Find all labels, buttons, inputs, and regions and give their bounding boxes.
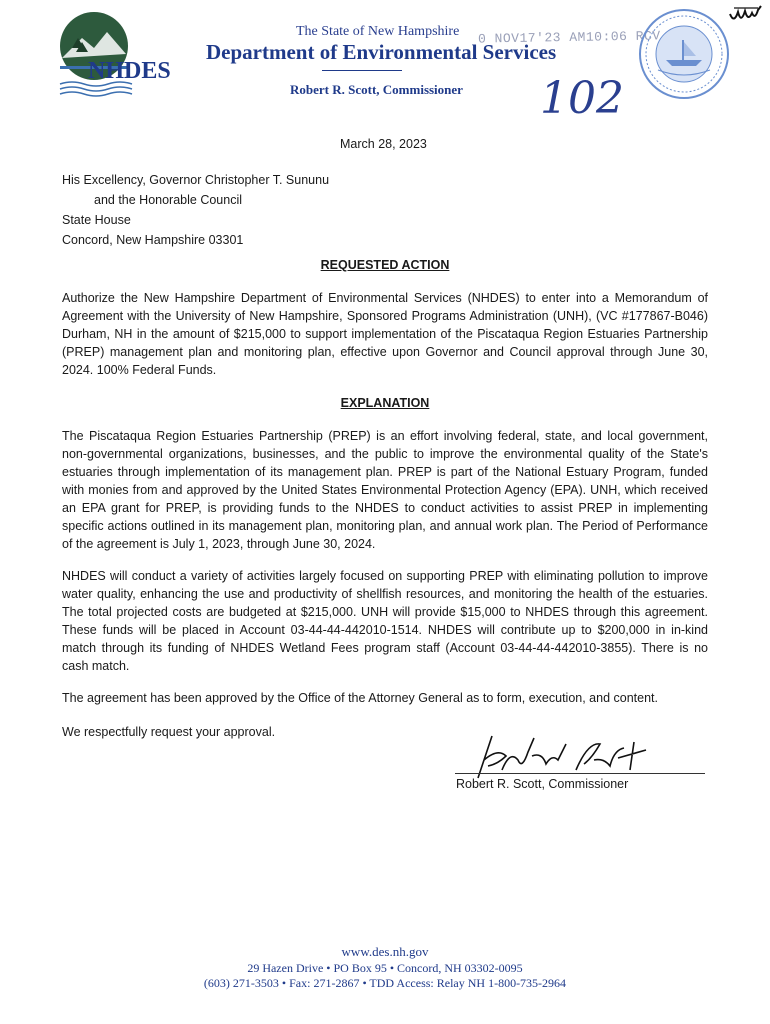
explanation-heading: EXPLANATION	[340, 396, 430, 410]
received-stamp: 0 NOV17'23 AM10:06 RCV	[477, 28, 661, 47]
state-seal-icon	[638, 8, 730, 100]
requested-action-heading: REQUESTED ACTION	[320, 258, 450, 272]
letterhead-rule	[322, 70, 402, 71]
letter-date: March 28, 2023	[340, 137, 427, 151]
addressee-block	[62, 170, 329, 250]
nhdes-logo	[52, 8, 202, 98]
explanation-paragraph: We respectfully request your approval.	[62, 725, 276, 739]
footer-address: 29 Hazen Drive • PO Box 95 • Concord, NH 03302-0095	[247, 961, 523, 975]
footer-website: www.des.nh.gov	[341, 944, 429, 959]
explanation-paragraph: The agreement has been approved by the Office of the Attorney General as to form, execution, and content.	[62, 691, 658, 705]
handwritten-initials	[728, 4, 764, 30]
addressee-line: and the Honorable Council	[94, 193, 243, 207]
state-name: The State of New Hampshire	[296, 24, 460, 39]
logo-wordmark: NHDES	[88, 58, 171, 84]
explanation-paragraph: The Piscataqua Region Estuaries Partnership (PREP) is an effort involving federal, state, and local government, non-governmental organizations, businesses, and the public to improve the environmental quality of the State's estuaries through implementation of its management plan. PREP is part of the National Estuary Program, funded with monies from and approved by the United States Environmental Protection Agency (EPA). UNH, which received an EPA grant for PREP, is providing funds to the NHDES to conduct activities to assist PREP in implementing specific actions outlined in its management plan, monitoring plan, and annual work plan. The Period of Performance of the agreement is July 1, 2023, through June 30, 2024.	[62, 429, 708, 551]
commissioner-title: Robert R. Scott, Commissioner	[290, 82, 463, 97]
addressee-line: State House	[62, 213, 131, 227]
signatory-name: Robert R. Scott, Commissioner	[456, 777, 629, 791]
requested-action-text: Authorize the New Hampshire Department of Environmental Services (NHDES) to enter into a Memorandum of Agreement with the University of New Hampshire, Sponsored Programs Administration (UNH), (VC #177867-B046) Durham, NH in the amount of $215,000 to support implementation of the Piscataqua Region Estuaries Partnership (PREP) management plan and monitoring plan, effective upon Governor and Council approval through June 30, 2024. 100% Federal Funds.	[62, 291, 708, 377]
department-name: Department of Environmental Services	[206, 40, 557, 64]
addressee-line: His Excellency, Governor Christopher T. Sununu	[62, 173, 330, 187]
addressee-line: Concord, New Hampshire 03301	[62, 233, 244, 247]
handwritten-item-number: 102	[540, 73, 624, 124]
footer-phone: (603) 271-3503 • Fax: 271-2867 • TDD Access: Relay NH 1-800-735-2964	[203, 976, 567, 990]
explanation-paragraph: NHDES will conduct a variety of activities largely focused on supporting PREP with eliminating pollution to improve water quality, enhancing the use and productivity of shellfish resources, and monitoring the health of the estuaries. The total projected costs are budgeted at $215,000. UNH will provide $15,000 to NHDES through this agreement. These funds will be placed in Account 03-44-44-442010-1514. NHDES will contribute up to $200,000 in in-kind match through its funding of NHDES Wetland Fees program staff (Account 03-44-44-442010-3855). There is no cash match.	[62, 569, 708, 673]
signature-line	[455, 773, 705, 774]
